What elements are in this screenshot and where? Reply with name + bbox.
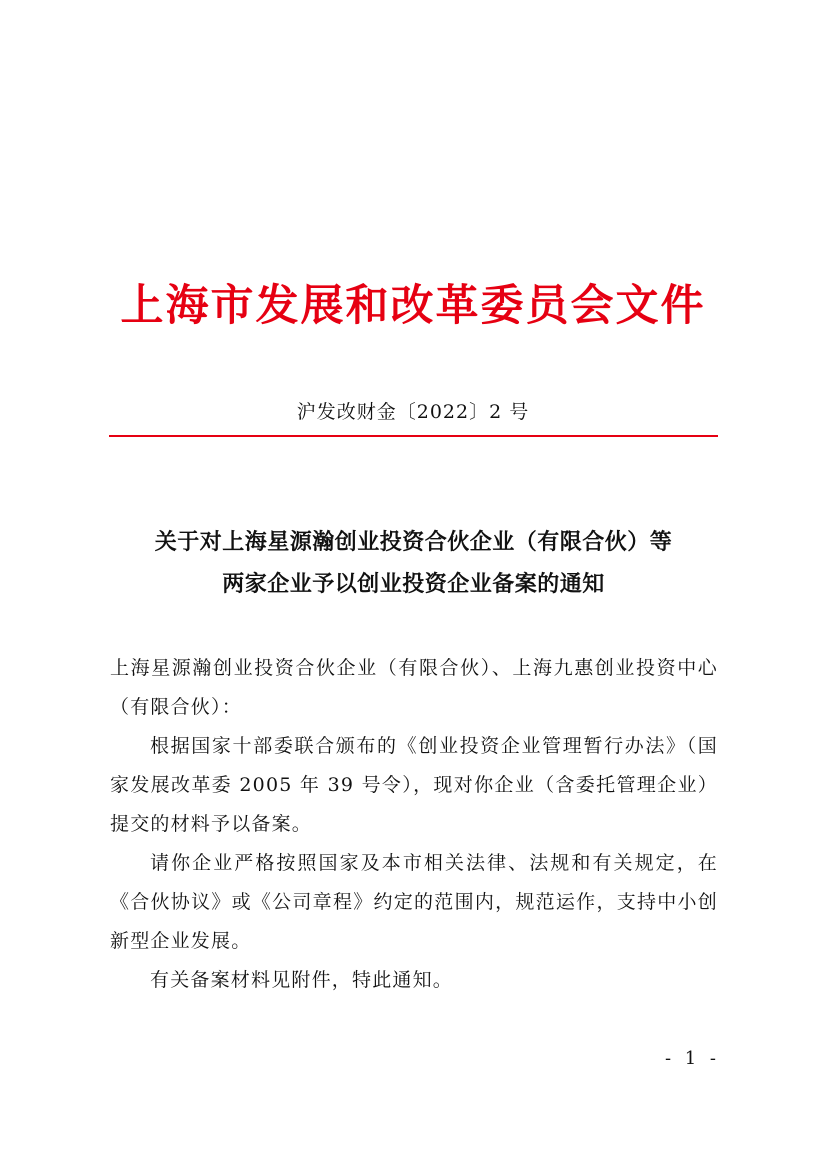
notice-title	[109, 521, 718, 605]
notice-title-line-1: 关于对上海星源瀚创业投资合伙企业（有限合伙）等	[154, 529, 673, 555]
body-paragraph-2: 请你企业严格按照国家及本市相关法律、法规和有关规定，在《合伙协议》或《公司章程》约定的范围内，规范运作，支持中小创新型企业发展。	[110, 852, 718, 952]
masthead-title: 上海市发展和改革委员会文件	[120, 281, 706, 331]
body-paragraph-3: 有关备案材料见附件，特此通知。	[150, 969, 454, 991]
red-divider-line	[109, 435, 718, 437]
document-number: 沪发改财金〔2022〕2 号	[296, 401, 530, 423]
notice-title-line-2: 两家企业予以创业投资企业备案的通知	[222, 571, 605, 597]
page-number: - 1 -	[664, 1048, 720, 1069]
notice-body	[110, 649, 718, 1000]
addressee: 上海星源瀚创业投资合伙企业（有限合伙）、上海九惠创业投资中心（有限合伙）：	[110, 657, 718, 718]
body-paragraph-1: 根据国家十部委联合颁布的《创业投资企业管理暂行办法》（国家发展改革委 2005 年 39 号令），现对你企业（含委托管理企业）提交的材料予以备案。	[110, 735, 718, 835]
